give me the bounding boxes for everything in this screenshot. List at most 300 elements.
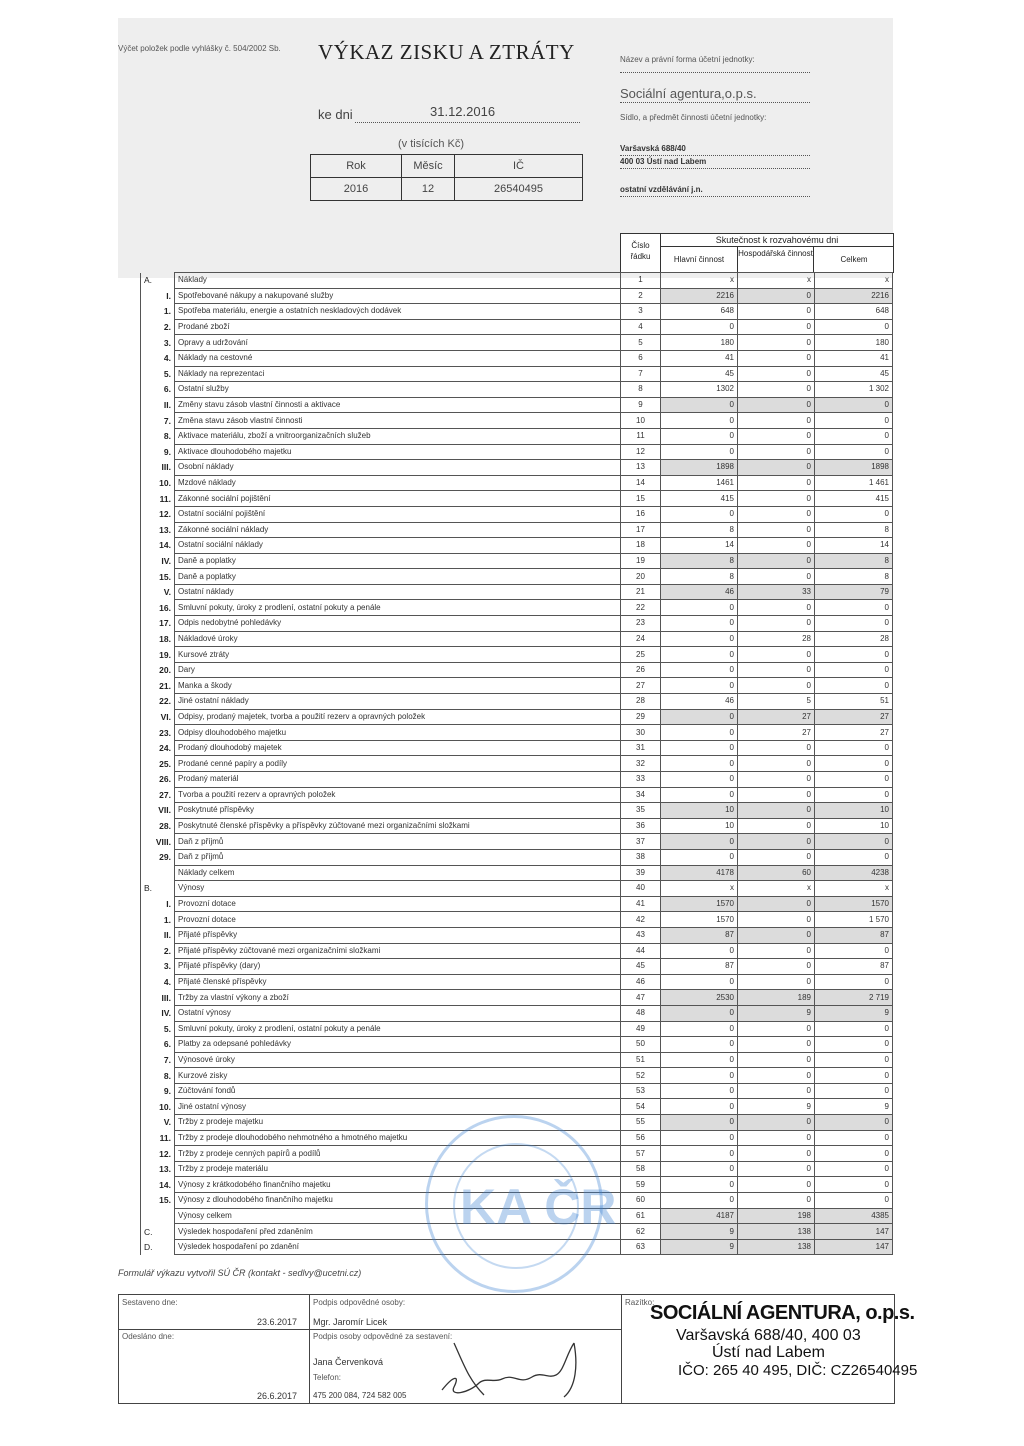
row-label: Přijaté příspěvky zúčtované mezi organizačními složkami [175,943,621,959]
row-number: 12 [621,444,661,460]
row-label: Prodaný materiál [175,772,621,788]
row-main-activity: 0 [661,1021,738,1037]
row-total: 0 [815,444,893,460]
row-total: 8 [815,522,893,538]
row-main-activity: 0 [661,709,738,725]
row-business-activity: 0 [738,428,815,444]
row-label: Prodané zboží [175,319,621,335]
row-main-activity: 0 [661,631,738,647]
row-number: 25 [621,647,661,663]
row-number: 4 [621,319,661,335]
row-total: 0 [815,1083,893,1099]
row-total: 9 [815,1099,893,1115]
table-row [141,569,893,585]
row-item-number: 13. [153,1161,175,1177]
row-main-activity: 0 [661,974,738,990]
row-total: 0 [815,647,893,663]
row-main-activity: 648 [661,304,738,320]
row-label: Provozní dotace [175,896,621,912]
row-number: 49 [621,1021,661,1037]
row-item-number [153,865,175,881]
row-business-activity: 0 [738,475,815,491]
row-main-activity: 8 [661,522,738,538]
row-item-number: 12. [153,506,175,522]
row-item-number: 24. [153,740,175,756]
row-total: 4238 [815,865,893,881]
row-section [141,538,153,554]
row-label: Prodané cenné papíry a podíly [175,756,621,772]
table-row [141,288,893,304]
table-row [141,382,893,398]
row-main-activity: 4187 [661,1208,738,1224]
id-header-ic: IČ [455,155,583,178]
row-section [141,678,153,694]
row-number: 36 [621,818,661,834]
row-main-activity: 87 [661,959,738,975]
table-row [141,818,893,834]
row-section [141,1037,153,1053]
row-label: Smluvní pokuty, úroky z prodlení, ostatní pokuty a penále [175,1021,621,1037]
table-row [141,1083,893,1099]
table-row [141,990,893,1006]
row-total: 2216 [815,288,893,304]
row-total: 0 [815,943,893,959]
row-business-activity: 0 [738,787,815,803]
row-main-activity: 0 [661,678,738,694]
table-row [141,584,893,600]
table-row [141,803,893,819]
row-business-activity: 0 [738,506,815,522]
row-number: 53 [621,1083,661,1099]
date-value: 31.12.2016 [430,104,496,119]
row-item-number: 3. [153,335,175,351]
row-main-activity: 0 [661,1146,738,1162]
row-label: Poskytnuté příspěvky [175,803,621,819]
row-label: Výnosy z krátkodobého finančního majetku [175,1177,621,1193]
row-main-activity: 0 [661,647,738,663]
row-item-number: V. [153,1115,175,1131]
row-total: 180 [815,335,893,351]
sent-date: 26.6.2017 [257,1391,298,1401]
table-row [141,912,893,928]
row-business-activity: 0 [738,304,815,320]
row-section [141,428,153,444]
row-main-activity: 9 [661,1239,738,1255]
row-business-activity: 0 [738,896,815,912]
row-label: Přijaté příspěvky (dary) [175,959,621,975]
row-main-activity: 0 [661,1177,738,1193]
row-number: 47 [621,990,661,1006]
row-section [141,1146,153,1162]
row-section [141,491,153,507]
row-business-activity: 0 [738,319,815,335]
row-main-activity: 9 [661,1224,738,1240]
row-total: 0 [815,678,893,694]
row-label: Přijaté příspěvky [175,927,621,943]
table-row [141,834,893,850]
row-section [141,647,153,663]
table-row [141,273,893,289]
row-business-activity: 0 [738,335,815,351]
row-business-activity: 0 [738,1130,815,1146]
row-total: 0 [815,397,893,413]
row-label: Ostatní sociální pojištění [175,506,621,522]
row-label: Poskytnuté členské příspěvky a příspěvky zúčtované mezi organizačními složkami [175,818,621,834]
row-number: 42 [621,912,661,928]
row-label: Tvorba a použití rezerv a opravných položek [175,787,621,803]
row-number: 6 [621,350,661,366]
row-section [141,631,153,647]
row-section [141,1052,153,1068]
row-section [141,288,153,304]
row-label: Daně a poplatky [175,553,621,569]
row-item-number: 6. [153,382,175,398]
row-business-activity: 9 [738,1005,815,1021]
row-item-number: III. [153,460,175,476]
row-item-number: 10. [153,475,175,491]
row-item-number: 14. [153,1177,175,1193]
table-row [141,959,893,975]
row-main-activity: 0 [661,1161,738,1177]
row-section [141,787,153,803]
row-number: 37 [621,834,661,850]
row-total: 0 [815,662,893,678]
row-main-activity: 1898 [661,460,738,476]
row-label: Platby za odepsané pohledávky [175,1037,621,1053]
row-number: 28 [621,694,661,710]
address-line-1: Varšavská 688/40 [620,144,686,153]
table-row [141,428,893,444]
table-row [141,600,893,616]
row-total: 0 [815,756,893,772]
row-item-number [153,273,175,289]
row-main-activity: 1461 [661,475,738,491]
table-row [141,460,893,476]
row-label: Dary [175,662,621,678]
row-total: 0 [815,740,893,756]
row-section [141,584,153,600]
row-section [141,506,153,522]
row-number: 24 [621,631,661,647]
row-label: Tržby z prodeje majetku [175,1115,621,1131]
row-number: 29 [621,709,661,725]
row-item-number: 4. [153,974,175,990]
table-row [141,506,893,522]
row-total: x [815,881,893,897]
table-row [141,631,893,647]
row-section [141,460,153,476]
row-number: 33 [621,772,661,788]
row-section [141,444,153,460]
row-number: 8 [621,382,661,398]
row-label: Zúčtování fondů [175,1083,621,1099]
row-number: 59 [621,1177,661,1193]
row-total: x [815,273,893,289]
row-item-number: IV. [153,553,175,569]
row-label: Mzdové náklady [175,475,621,491]
row-item-number: 29. [153,849,175,865]
row-business-activity: 189 [738,990,815,1006]
table-row [141,678,893,694]
row-label: Výnosy [175,881,621,897]
row-item-number: 22. [153,694,175,710]
row-number: 31 [621,740,661,756]
row-label: Tržby za vlastní výkony a zboží [175,990,621,1006]
row-main-activity: 0 [661,1005,738,1021]
row-section [141,943,153,959]
row-section [141,1161,153,1177]
row-item-number: 21. [153,678,175,694]
row-business-activity: 0 [738,569,815,585]
row-total: 0 [815,834,893,850]
row-number: 20 [621,569,661,585]
row-total: 0 [815,1068,893,1084]
row-section [141,990,153,1006]
table-row [141,772,893,788]
row-label: Daň z příjmů [175,849,621,865]
table-row [141,413,893,429]
row-main-activity: 0 [661,1052,738,1068]
entity-line-2 [620,102,810,103]
stamp-city: Ústí nad Labem [712,1344,825,1361]
row-main-activity: 0 [661,506,738,522]
row-total: 0 [815,787,893,803]
entity-name-label: Název a právní forma účetní jednotky: [620,55,755,64]
row-section [141,974,153,990]
row-section [141,694,153,710]
table-row [141,475,893,491]
row-section [141,366,153,382]
row-business-activity: 0 [738,772,815,788]
row-business-activity: 0 [738,818,815,834]
table-row [141,1037,893,1053]
phone-number: 475 200 084, 724 582 005 [313,1391,407,1400]
row-item-number: III. [153,990,175,1006]
row-business-activity: 0 [738,397,815,413]
row-number: 39 [621,865,661,881]
row-section [141,740,153,756]
row-item-number: 18. [153,631,175,647]
row-total: 0 [815,849,893,865]
row-number: 35 [621,803,661,819]
business-activity-header: Hospodářská činnost [738,247,814,272]
row-section [141,959,153,975]
row-total: 87 [815,927,893,943]
row-number: 13 [621,460,661,476]
row-number: 14 [621,475,661,491]
preparer-name: Jana Červenková [313,1357,384,1367]
row-label: Zákonné sociální pojištění [175,491,621,507]
row-label: Výsledek hospodaření před zdaněním [175,1224,621,1240]
id-value-ic: 26540495 [455,178,583,201]
row-main-activity: 0 [661,1037,738,1053]
row-item-number: 16. [153,600,175,616]
row-business-activity: 0 [738,382,815,398]
row-total: 0 [815,772,893,788]
row-number: 22 [621,600,661,616]
row-business-activity: 0 [738,553,815,569]
entity-line-1 [620,72,810,73]
activity-underline [620,196,810,197]
row-business-activity: x [738,881,815,897]
row-item-number: V. [153,584,175,600]
row-business-activity: 0 [738,600,815,616]
row-total: 1898 [815,460,893,476]
row-total: 1 302 [815,382,893,398]
row-main-activity: 0 [661,725,738,741]
row-item-number: 17. [153,616,175,632]
table-row [141,1099,893,1115]
row-number-header: Číslo řádku [621,234,661,272]
row-business-activity: 27 [738,725,815,741]
compiled-label: Sestaveno dne: [122,1298,178,1307]
row-main-activity: 87 [661,927,738,943]
row-main-activity: 0 [661,413,738,429]
row-item-number: 9. [153,1083,175,1099]
row-section [141,1208,153,1224]
row-number: 60 [621,1193,661,1209]
row-number: 52 [621,1068,661,1084]
table-row [141,538,893,554]
row-label: Zákonné sociální náklady [175,522,621,538]
table-row [141,694,893,710]
row-total: 415 [815,491,893,507]
row-section [141,865,153,881]
row-number: 34 [621,787,661,803]
row-section: A. [141,273,153,289]
row-label: Kursové ztráty [175,647,621,663]
row-item-number: 1. [153,912,175,928]
row-main-activity: 4178 [661,865,738,881]
row-item-number: 26. [153,772,175,788]
form-note: Formulář výkazu vytvořil SÚ ČR (kontakt - sedlvy@ucetni.cz) [118,1268,362,1278]
row-label: Provozní dotace [175,912,621,928]
row-section [141,1083,153,1099]
row-main-activity: 0 [661,444,738,460]
compiled-date: 23.6.2017 [257,1317,298,1327]
row-item-number: I. [153,896,175,912]
row-main-activity: 0 [661,662,738,678]
stamp-label: Razítko: [625,1298,655,1307]
row-section: B. [141,881,153,897]
table-row [141,927,893,943]
handwritten-signature [424,1335,624,1403]
table-row [141,616,893,632]
row-section [141,1021,153,1037]
row-item-number: 15. [153,569,175,585]
table-row [141,662,893,678]
row-section [141,475,153,491]
row-label: Spotřebované nákupy a nakupované služby [175,288,621,304]
row-item-number: VII. [153,803,175,819]
row-main-activity: 10 [661,803,738,819]
row-main-activity: 0 [661,1130,738,1146]
row-number: 11 [621,428,661,444]
row-business-activity: 0 [738,756,815,772]
row-main-activity: 0 [661,616,738,632]
row-section [141,896,153,912]
row-section [141,912,153,928]
row-label: Tržby z prodeje dlouhodobého nehmotného a hmotného majetku [175,1130,621,1146]
row-section [141,1130,153,1146]
row-item-number: VI. [153,709,175,725]
table-row [141,1005,893,1021]
row-item-number [153,1239,175,1255]
row-section [141,319,153,335]
row-number: 19 [621,553,661,569]
row-label: Spotřeba materiálu, energie a ostatních neskladových dodávek [175,304,621,320]
row-item-number: 4. [153,350,175,366]
row-business-activity: 0 [738,1052,815,1068]
row-label: Kurzové zisky [175,1068,621,1084]
row-number: 40 [621,881,661,897]
row-section [141,304,153,320]
row-label: Ostatní služby [175,382,621,398]
preparer-label: Podpis osoby odpovědné za sestavení: [313,1332,453,1341]
row-number: 16 [621,506,661,522]
group-header: Skutečnost k rozvahovému dni [661,234,893,247]
row-number: 43 [621,927,661,943]
total-header: Celkem [840,255,868,264]
row-business-activity: 0 [738,1161,815,1177]
row-total: 0 [815,616,893,632]
row-label: Tržby z prodeje materiálu [175,1161,621,1177]
row-business-activity: 0 [738,647,815,663]
row-number: 10 [621,413,661,429]
table-row [141,522,893,538]
row-label: Prodaný dlouhodobý majetek [175,740,621,756]
row-label: Jiné ostatní náklady [175,694,621,710]
row-label: Výnosy z dlouhodobého finančního majetku [175,1193,621,1209]
row-number: 54 [621,1099,661,1115]
row-section [141,522,153,538]
row-section [141,927,153,943]
row-business-activity: 0 [738,413,815,429]
table-row [141,397,893,413]
row-total: 2 719 [815,990,893,1006]
row-total: 28 [815,631,893,647]
row-total: 41 [815,350,893,366]
row-business-activity: 0 [738,974,815,990]
row-business-activity: 0 [738,803,815,819]
row-total: 1570 [815,896,893,912]
row-business-activity: 0 [738,616,815,632]
row-number: 62 [621,1224,661,1240]
row-label: Změny stavu zásob vlastní činnosti a aktivace [175,397,621,413]
row-number: 18 [621,538,661,554]
row-business-activity: 0 [738,1068,815,1084]
row-section [141,756,153,772]
table-row [141,553,893,569]
row-item-number: 25. [153,756,175,772]
row-main-activity: 0 [661,1193,738,1209]
row-business-activity: 0 [738,1115,815,1131]
row-section [141,600,153,616]
row-section [141,1099,153,1115]
row-total: 0 [815,974,893,990]
row-total: 9 [815,1005,893,1021]
id-value-month: 12 [402,178,455,201]
row-business-activity: 0 [738,460,815,476]
row-total: 147 [815,1224,893,1240]
row-item-number: 1. [153,304,175,320]
row-label: Osobní náklady [175,460,621,476]
row-item-number: 12. [153,1146,175,1162]
date-label: ke dni [318,107,353,122]
row-total: 51 [815,694,893,710]
row-number: 32 [621,756,661,772]
row-number: 63 [621,1239,661,1255]
